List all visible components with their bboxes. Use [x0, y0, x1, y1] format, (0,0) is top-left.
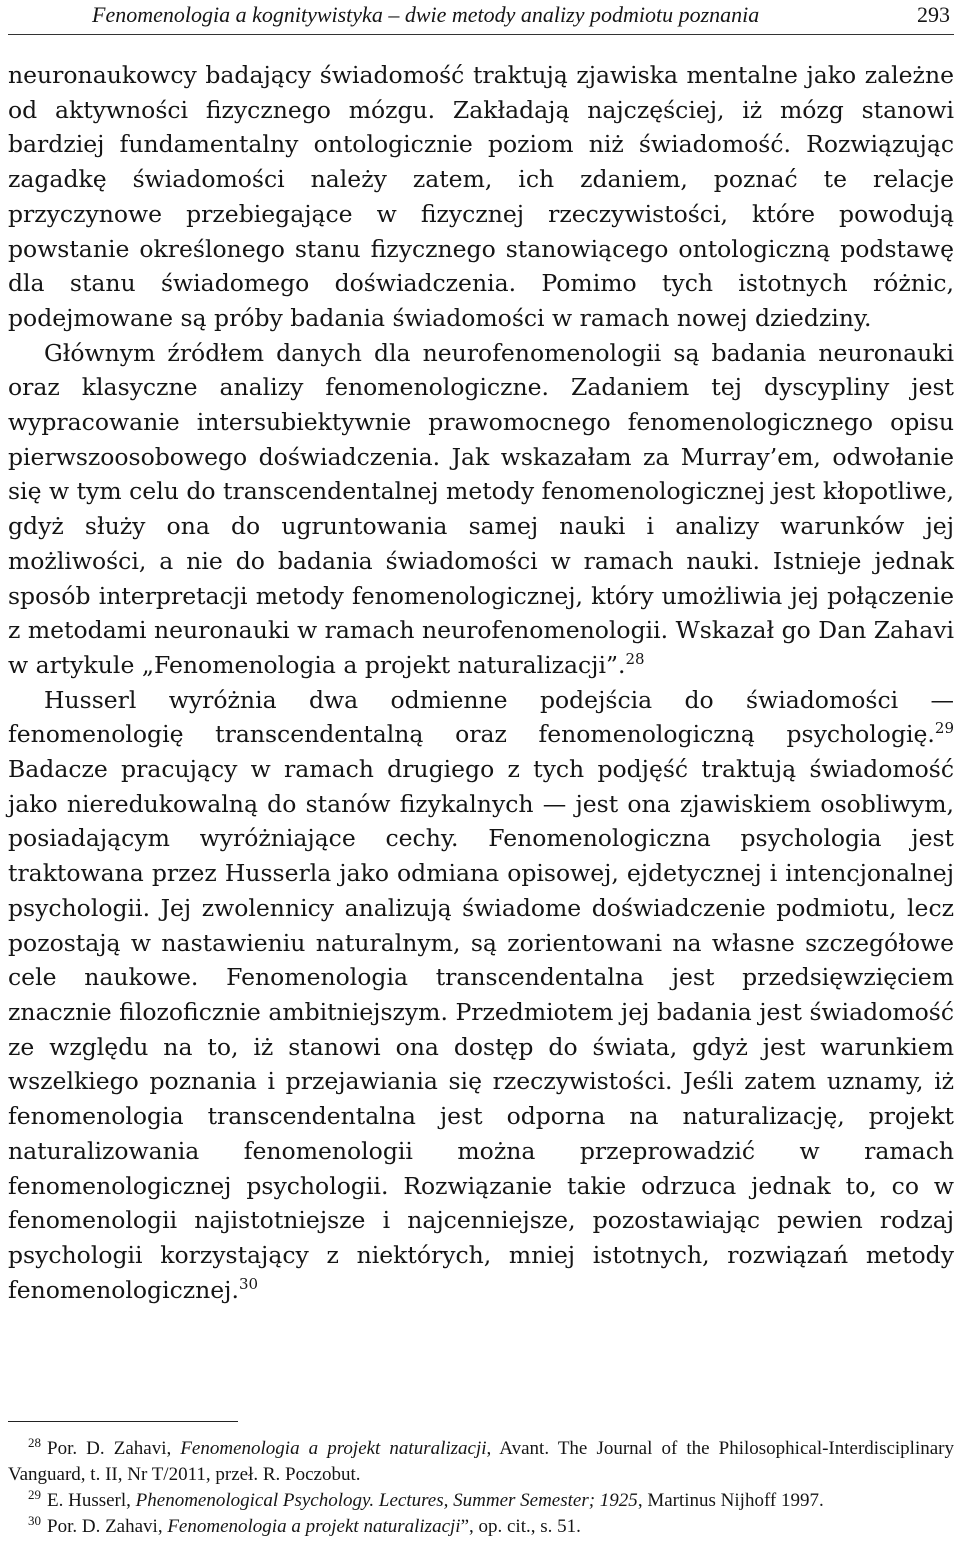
- footnote-number: 29: [28, 1486, 41, 1502]
- paragraph-1: [8, 58, 954, 336]
- paragraph-2-text: Głównym źródłem danych dla neurofenomenologii są badania neuronauki oraz klasyczne analizy fenomenologiczne. Zadaniem tej dyscypliny jest wypracowanie intersubiektywnie prawomocnego fenomenologicznego opisu pierwszoosobowego doświadczenia. Jak wskazałam za Murray’em, odwołanie się w tym celu do transcendentalnej metody fenomenologicznej jest kłopotliwe, gdyż służy ona do ugruntowania samej nauki i analizy warunków jej możliwości, a nie do badania świadomości w ramach nauki. Istnieje jednak sposób interpretacji metody fenomenologicznej, który umożliwia jej połączenie z metodami neuronauki w ramach neurofenomenologii. Wskazał go Dan Zahavi w artykule „Fenomenologia a projekt naturalizacji”.: [8, 338, 954, 679]
- footnote-number: 30: [28, 1512, 41, 1528]
- footnote-text: , Avant. The Journal of the Philosophical-Interdisciplinary Vanguard, t. II, Nr T/2011, przeł. R. Poczobut.: [8, 1438, 954, 1485]
- footnote-ref-28[interactable]: 28: [625, 650, 645, 669]
- footnote-28: [8, 1436, 954, 1488]
- footnote-30: [8, 1514, 954, 1540]
- footnote-text: E. Husserl,: [47, 1490, 136, 1511]
- footnote-title: Fenomenologia a projekt naturalizacji: [180, 1438, 487, 1459]
- paragraph-3-text-a: Husserl wyróżnia dwa odmienne podejścia do świadomości — fenomenologię transcendentalną oraz fenomenologiczną psychologię.: [8, 685, 954, 749]
- footnote-title: Fenomenologia a projekt naturalizacji: [167, 1516, 461, 1537]
- footnote-text: Por. D. Zahavi,: [47, 1516, 168, 1537]
- footnote-29: [8, 1488, 954, 1514]
- paragraph-3: [8, 683, 954, 1308]
- footnotes: [8, 1436, 954, 1540]
- footnote-text: , Martinus Nijhoff 1997.: [637, 1490, 824, 1511]
- footnote-number: 28: [28, 1434, 41, 1450]
- footnote-ref-29[interactable]: 29: [934, 719, 954, 738]
- footnote-ref-30[interactable]: 30: [238, 1274, 259, 1293]
- header-rule: [8, 34, 954, 35]
- footnote-text: Por. D. Zahavi,: [47, 1438, 181, 1459]
- paragraph-1-text: neuronaukowcy badający świadomość traktują zjawiska mentalne jako zależne od aktywności fizycznego mózgu. Zakładają najczęściej, iż mózg stanowi bardziej fundamentalny ontologicznie poziom niż świadomość. Rozwiązując zagadkę świadomości należy zatem, ich zdaniem, poznać te relacje przyczynowe przebiegające w fizycznej rzeczywistości, które powodują powstanie określonego stanu fizycznego stanowiącego ontologiczną podstawę dla stanu świadomego doświadczenia. Pomimo tych istotnych różnic, podejmowane są próby badania świadomości w ramach nowej dziedziny.: [8, 61, 954, 332]
- running-title: Fenomenologia a kognitywistyka – dwie metody analizy podmiotu poznania: [92, 2, 760, 27]
- paragraph-3-text-b: Badacze pracujący w ramach drugiego z tych podjęść traktują świadomość jako nieredukowalną do stanów fizykalnych — jest ona zjawiskiem osobliwym, posiadającym wyróżniające cechy. Fenomenologiczna psychologia jest traktowana przez Husserla jako odmiana opisowej, ejdetycznej i intencjonalnej psychologii. Jej zwolennicy analizują świadome doświadczenie podmiotu, lecz pozostają w nastawieniu naturalnym, są zorientowani na własne szczegółowe cele naukowe. Fenomenologia transcendentalna jest przedsięwzięciem znacznie filozoficznie ambitniejszym. Przedmiotem jej badania jest świadomość ze względu na to, iż stanowi ona dostęp do świata, gdyż jest warunkiem wszelkiego poznania i przejawiania się rzeczywistości. Jeśli zatem uznamy, iż fenomenologia transcendentalna jest odporna na naturalizację, projekt naturalizowania fenomenologii można przeprowadzić w ramach fenomenologicznej psychologii. Rozwiązanie takie odrzuca jednak to, co w fenomenologii najistotniejsze i najcenniejsze, pozostawiając pewien rodzaj psychologii korzystający z niektórych, mniej istotnych, rozwiązań metody fenomenologicznej.: [8, 755, 954, 1304]
- footnote-title: Phenomenological Psychology. Lectures, Summer Semester; 1925: [135, 1490, 638, 1511]
- paragraph-2: [8, 336, 954, 683]
- footnote-text: ”, op. cit., s. 51.: [460, 1516, 581, 1537]
- body-text: [8, 58, 954, 1307]
- footnote-rule: [8, 1421, 238, 1422]
- page-number: 293: [917, 2, 950, 27]
- running-header: [8, 0, 954, 30]
